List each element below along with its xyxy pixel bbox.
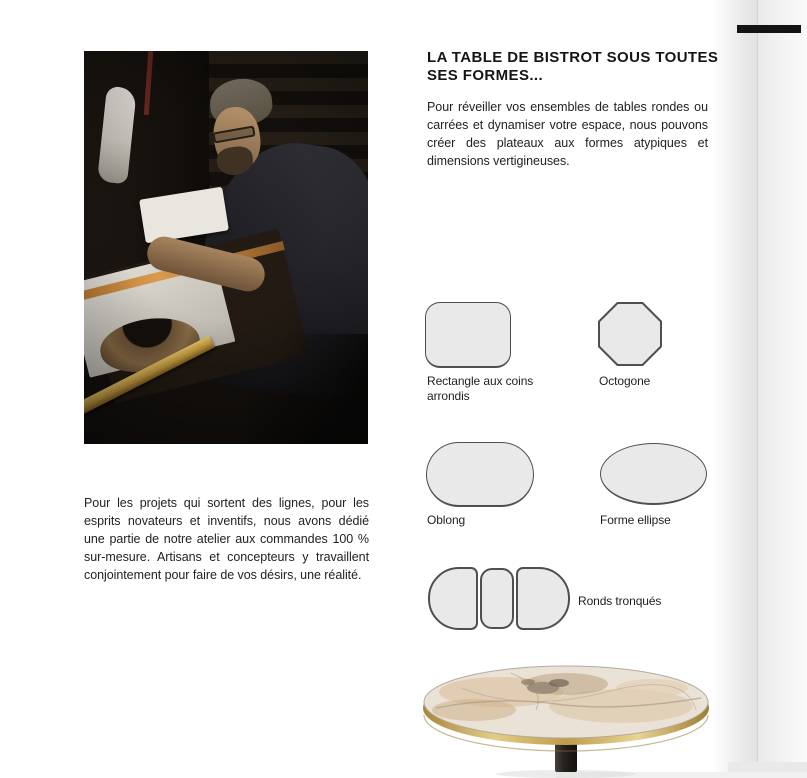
truncated-round-middle-shape: [480, 568, 514, 629]
octagon-shape: [598, 302, 662, 366]
section-tab-marker: [737, 25, 801, 33]
truncated-round-right-shape: [516, 567, 570, 630]
workshop-photo: [84, 51, 368, 444]
ellipse-shape: [600, 443, 707, 505]
intro-paragraph: Pour réveiller vos ensembles de tables rondes ou carrées et dynamiser votre espace, nous pouvons créer des plateaux aux formes atypiques et dimensions vertigineuses.: [427, 99, 708, 169]
truncated-round-left-shape: [428, 567, 478, 630]
rounded-rectangle-shape: [425, 302, 511, 368]
facing-page-edge: [758, 0, 807, 778]
shape-label-oblong: Oblong: [427, 513, 466, 527]
shape-label-ellipse: Forme ellipse: [600, 513, 671, 527]
section-heading: LA TABLE DE BISTROT SOUS TOUTES SES FORMES...: [427, 49, 719, 85]
shape-label-octagon: Octogone: [599, 374, 651, 388]
photo-vignette: [84, 51, 368, 444]
bistro-table-photo: [416, 658, 716, 778]
left-body-paragraph: Pour les projets qui sortent des lignes, pour les esprits novateurs et inventifs, nous avons dédié une partie de notre atelier aux commandes 100 % sur-mesure. Artisans et concepteurs y travaillent conjointement pour faire de vos désirs, une réalité.: [84, 495, 369, 583]
shape-label-truncated-rounds: Ronds tronqués: [578, 594, 662, 608]
shape-label-rounded-rectangle: Rectangle aux coins arrondis: [427, 374, 534, 403]
oblong-shape: [426, 442, 534, 507]
page-edge-gradient: [712, 0, 757, 778]
